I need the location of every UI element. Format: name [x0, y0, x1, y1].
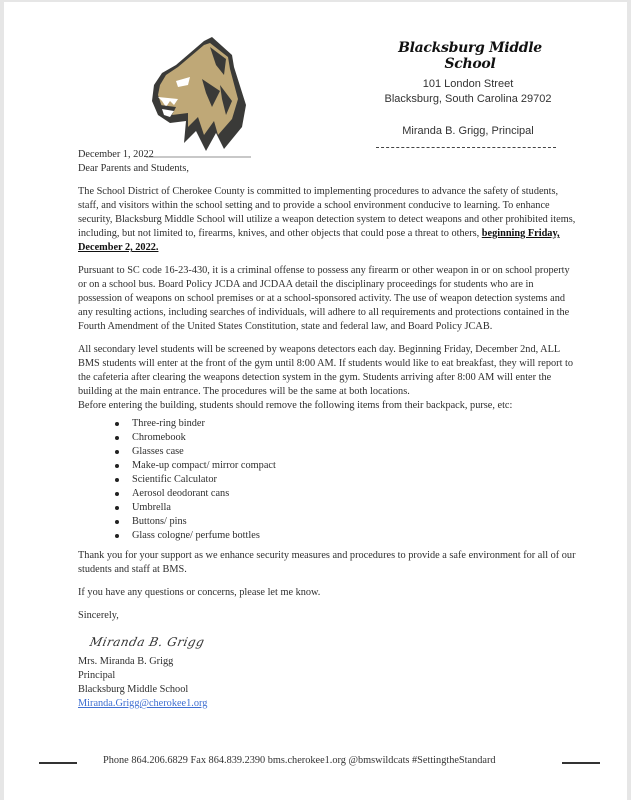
handwritten-signature: Miranda B. Grigg [88, 635, 206, 649]
letter-date: December 1, 2022 [78, 149, 154, 160]
signer-email-link[interactable]: Miranda.Grigg@cherokee1.org [78, 698, 208, 709]
paragraph-questions: If you have any questions or concerns, please let me know. [78, 587, 321, 598]
signer-name: Mrs. Miranda B. Grigg [78, 656, 174, 667]
paragraph-intro [78, 185, 578, 255]
signer-title: Principal [78, 670, 116, 681]
principal-line: Miranda B. Grigg, Principal [402, 125, 534, 137]
list-item: Make-up compact/ mirror compact [132, 459, 578, 473]
paragraph-intro-text: The School District of Cherokee County is committed to implementing procedures to advance the safety of students, staff, and visitors within the school setting and to provide a school environment conducive to learning. To enhance security, Blacksburg Middle School will utilize a weapon detection system to detect weapons and other prohibited items, including, but not limited to, firearms, knives, and other objects that could pose a threat to others, [78, 186, 576, 239]
signer-school: Blacksburg Middle School [78, 684, 189, 695]
list-item: Aerosol deodorant cans [132, 487, 578, 501]
school-address [370, 77, 566, 107]
footer-contact: Phone 864.206.6829 Fax 864.839.2390 bms.cherokee1.org @bmswildcats #SettingtheStandard [103, 755, 496, 766]
list-item: Chromebook [132, 431, 578, 445]
prohibited-items-list [78, 417, 578, 543]
closing: Sincerely, [78, 610, 119, 621]
list-item: Scientific Calculator [132, 473, 578, 487]
paragraph-thanks: Thank you for your support as we enhance security measures and procedures to provide a safe environment for all of our students and staff at BMS. [78, 550, 576, 575]
list-item: Glasses case [132, 445, 578, 459]
list-intro: Before entering the building, students should remove the following items from their backpack, purse, etc: [78, 400, 513, 411]
wildcat-mascot-icon [146, 35, 252, 153]
address-line-1: 101 London Street [422, 78, 514, 90]
footer-rule-left [39, 762, 77, 764]
list-item: Glass cologne/ perfume bottles [132, 529, 578, 543]
footer-rule-right [562, 762, 600, 764]
paragraph-procedures: All secondary level students will be screened by weapons detectors each day. Beginning Friday, December 2nd, ALL BMS students will enter at the front of the gym until 8:00 AM. If students would like to eat breakfast, they will report to the cafeteria after clearing the weapons detection system in the gym. Students arriving after 8:00 AM will enter the building at the main entrance. The procedures will be the same at both locations. [78, 344, 574, 397]
paragraph-legal: Pursuant to SC code 16-23-430, it is a criminal offense to possess any firearm or other weapon in or on school property or on a school bus. Board Policy JCDA and JCDAA detail the disciplinary proceedings for students who are in possession of weapons on school premises or at a school-sponsored activity. The use of weapon detection systems and any resulting actions, including searches of individuals, will adhere to all requirements and protections contained in the Fourth Amendment of the United States Constitution, state and federal law, and Board Policy JCAB. [78, 265, 570, 332]
start-date-emphasis: beginning Friday, December 2, 2022. [78, 228, 560, 253]
school-name: Blacksburg Middle School [398, 40, 542, 72]
salutation: Dear Parents and Students, [78, 163, 189, 174]
address-line-2: Blacksburg, South Carolina 29702 [384, 93, 552, 105]
list-item: Buttons/ pins [132, 515, 578, 529]
letterhead [370, 40, 566, 148]
letter-body [78, 148, 578, 711]
list-item: Three-ring binder [132, 417, 578, 431]
list-item: Umbrella [132, 501, 578, 515]
footer [4, 754, 627, 770]
letter-page [4, 2, 627, 800]
